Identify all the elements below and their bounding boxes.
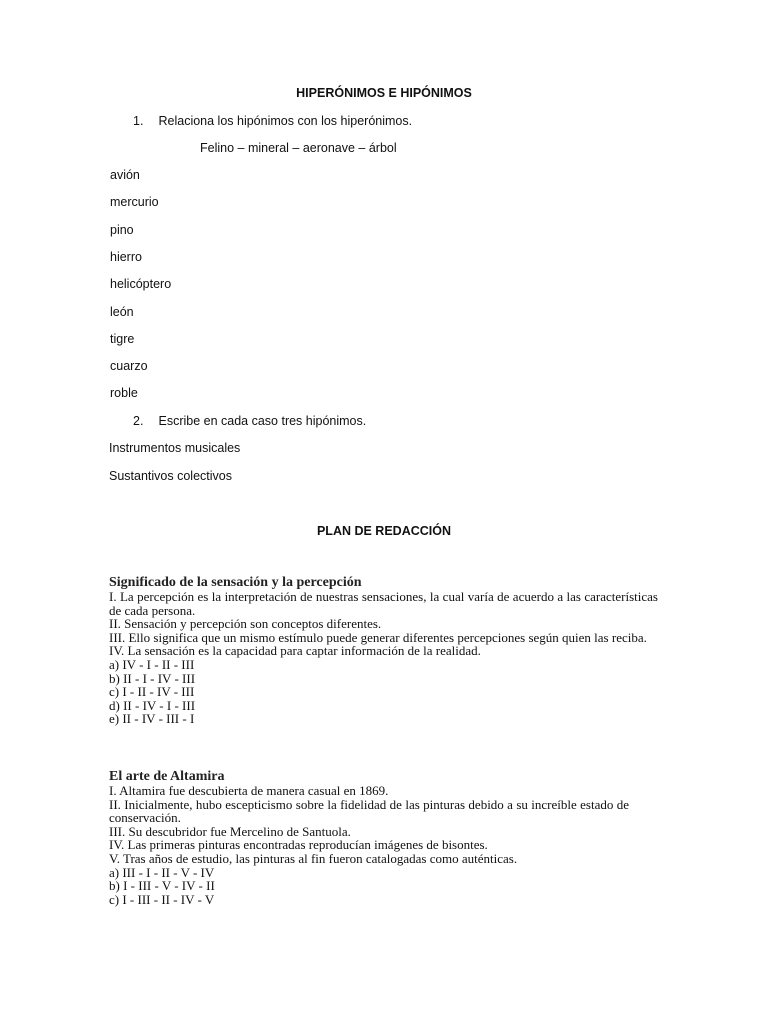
answer-option: b) I - III - V - IV - II — [109, 878, 215, 894]
answer-option: a) IV - I - II - III — [109, 656, 195, 672]
answer-option: e) II - IV - III - I — [109, 711, 195, 727]
section-heading: Significado de la sensación y la percepción — [109, 575, 362, 590]
question-1 — [133, 114, 412, 128]
plan-title: PLAN DE REDACCIÓN — [316, 524, 452, 538]
question-2-number: 2. — [133, 414, 144, 428]
word-item: mercurio — [110, 195, 159, 209]
worksheet-title: HIPERÓNIMOS E HIPÓNIMOS — [296, 86, 472, 100]
answer-option: b) II - I - IV - III — [109, 670, 196, 686]
statement: II. Inicialmente, hubo escepticismo sobre la fidelidad de las pinturas debido a su increíble estado de conservación. — [109, 796, 629, 826]
statement: V. Tras años de estudio, las pinturas al fin fueron catalogadas como auténticas. — [109, 850, 518, 866]
statement: I. Altamira fue descubierta de manera casual en 1869. — [109, 783, 389, 798]
section-heading: El arte de Altamira — [109, 769, 225, 784]
statement: III. Su descubridor fue Mercelino de Santuola. — [109, 823, 351, 839]
word-item: hierro — [110, 250, 142, 264]
word-item: pino — [110, 223, 134, 237]
question-2 — [133, 414, 366, 428]
word-item: león — [110, 305, 134, 319]
category-item: Instrumentos musicales — [109, 441, 241, 455]
answer-option: c) I - III - II - IV - V — [109, 891, 215, 907]
section-sensacion — [109, 575, 658, 726]
category-item: Sustantivos colectivos — [109, 469, 232, 483]
word-item: roble — [110, 386, 138, 400]
statement: I. La percepción es la interpretación de nuestras sensaciones, la cual varía de acuerdo a las características de cada persona. — [109, 589, 658, 618]
statement: IV. La sensación es la capacidad para captar información de la realidad. — [109, 643, 481, 659]
word-item: avión — [110, 168, 140, 182]
section-altamira — [109, 769, 658, 906]
statement: III. Ello significa que un mismo estímulo puede generar diferentes percepciones según quien las reciba. — [109, 629, 647, 645]
word-item: helicóptero — [110, 277, 172, 291]
question-1-number: 1. — [133, 114, 144, 128]
word-item: tigre — [110, 332, 135, 346]
answer-option: d) II - IV - I - III — [109, 697, 196, 713]
answer-option: c) I - II - IV - III — [109, 684, 195, 700]
statement: IV. Las primeras pinturas encontradas reproducían imágenes de bisontes. — [109, 837, 488, 853]
hypernym-list: Felino – mineral – aeronave – árbol — [200, 141, 397, 155]
question-1-text: Relaciona los hipónimos con los hiperónimos. — [158, 114, 413, 128]
answer-option: a) III - I - II - V - IV — [109, 864, 215, 880]
question-2-text: Escribe en cada caso tres hipónimos. — [158, 414, 367, 428]
statement: II. Sensación y percepción son conceptos diferentes. — [109, 616, 382, 632]
word-item: cuarzo — [110, 359, 148, 373]
